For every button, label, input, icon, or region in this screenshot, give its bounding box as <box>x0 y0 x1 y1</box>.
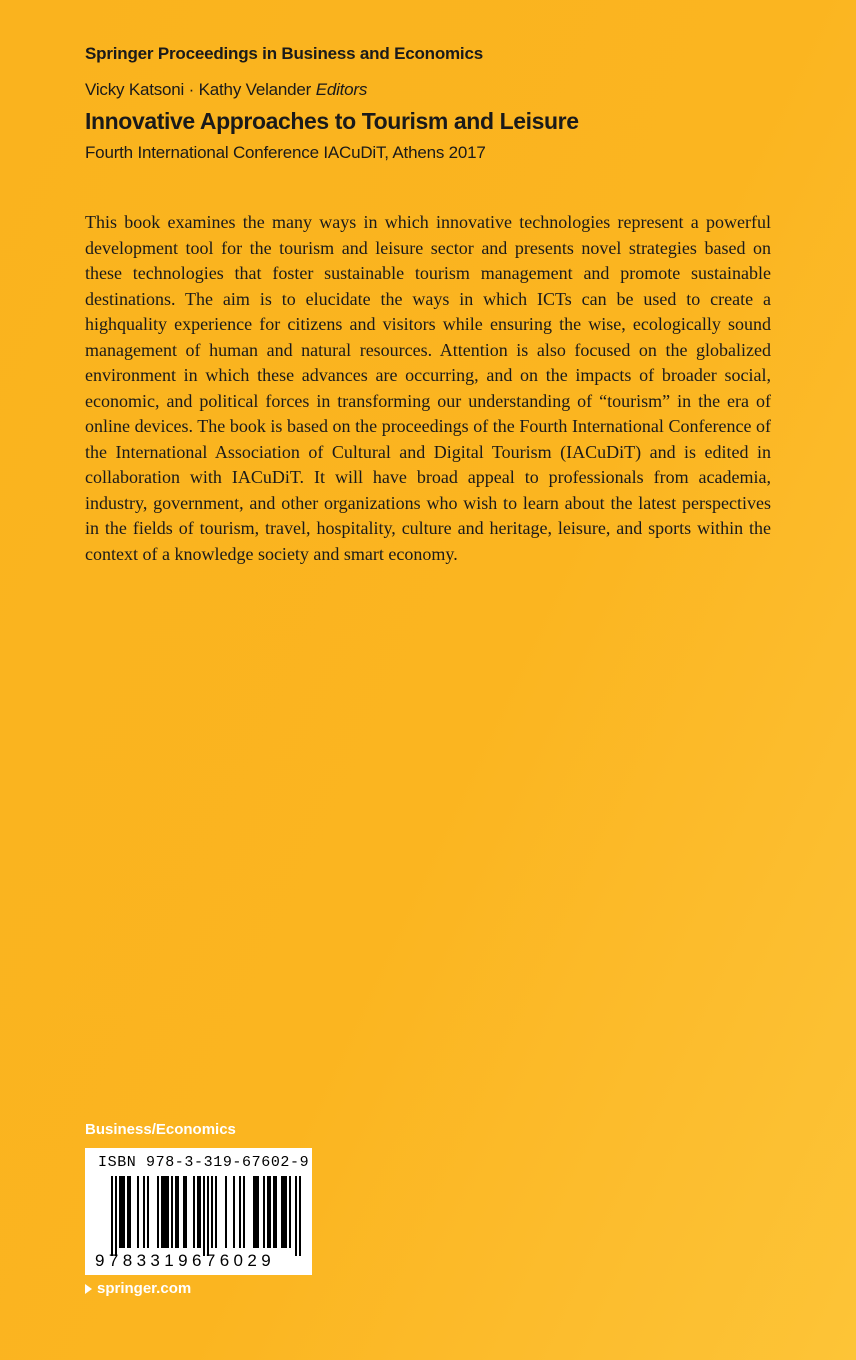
website-label: springer.com <box>97 1280 192 1297</box>
barcode-bar <box>215 1176 217 1248</box>
barcode-bar <box>269 1176 271 1248</box>
barcode-bar <box>157 1176 159 1248</box>
barcode-bar <box>165 1176 167 1248</box>
barcode-bar <box>211 1176 213 1248</box>
barcode-bar <box>255 1176 257 1248</box>
barcode-bar <box>111 1176 113 1256</box>
barcode-bar <box>115 1176 117 1256</box>
barcode-bar <box>137 1176 139 1248</box>
barcode-bar <box>257 1176 259 1248</box>
barcode-bar <box>289 1176 291 1248</box>
website-link[interactable] <box>85 1280 191 1297</box>
editors-role: Editors <box>315 80 368 99</box>
subject-category: Business/Economics <box>85 1121 236 1138</box>
book-description: This book examines the many ways in which innovative technologies represent a powerful development tool for the tourism and leisure sector and presents novel strategies based on these technologies that foster sustainable tourism management and promote sustainable destinations. The aim is to elucidate the ways in which ICTs can be used to create a highquality experience for citizens and visitors while ensuring the wise, ecologically sound management of human and natural resources. Attention is also focused on the globalized environment in which these advances are occurring, and on the impacts of broader social, economic, and political forces in transforming our understanding of “tourism” in the era of online devices. The book is based on the proceedings of the Fourth International Conference of the International Association of Cultural and Digital Tourism (IACuDiT) and is edited in collaboration with IACuDiT. It will have broad appeal to professionals from academia, industry, government, and other organizations who wish to learn about the latest perspectives in the fields of tourism, travel, hospitality, culture and heritage, leisure, and sports within the context of a knowledge society and smart economy. <box>85 212 771 564</box>
barcode-bar <box>243 1176 245 1248</box>
barcode-bar <box>129 1176 131 1248</box>
barcode-bar <box>185 1176 187 1248</box>
isbn-barcode <box>85 1148 312 1275</box>
barcode-bar <box>163 1176 165 1248</box>
barcode-bar <box>207 1176 209 1256</box>
arrow-right-icon <box>85 1284 92 1294</box>
editors-line <box>85 80 367 100</box>
barcode-bar <box>177 1176 179 1248</box>
barcode-bar <box>183 1176 185 1248</box>
barcode-bar <box>275 1176 277 1248</box>
barcode-bar <box>197 1176 199 1248</box>
barcode-bar <box>171 1176 173 1248</box>
barcode-bar <box>239 1176 241 1248</box>
isbn-label: ISBN 978-3-319-67602-9 <box>98 1154 310 1171</box>
barcode-bar <box>285 1176 287 1248</box>
barcode-bar <box>121 1176 123 1248</box>
barcode-bar <box>127 1176 129 1248</box>
barcode-bar <box>225 1176 227 1248</box>
barcode-bar <box>263 1176 265 1248</box>
barcode-bar <box>123 1176 125 1248</box>
barcode-bar <box>161 1176 163 1248</box>
barcode-bar <box>203 1176 205 1256</box>
barcode-bar <box>295 1176 297 1256</box>
barcode-bar <box>199 1176 201 1248</box>
barcode-bar <box>175 1176 177 1248</box>
book-title: Innovative Approaches to Tourism and Leisure <box>85 108 579 134</box>
barcode-bar <box>267 1176 269 1248</box>
barcode-bar <box>283 1176 285 1248</box>
barcode-bar <box>299 1176 301 1256</box>
ean-digits: 9783319676029 <box>95 1251 276 1270</box>
book-subtitle: Fourth International Conference IACuDiT, Athens 2017 <box>85 143 486 162</box>
barcode-bar <box>147 1176 149 1248</box>
barcode-bar <box>143 1176 145 1248</box>
barcode-bar <box>273 1176 275 1248</box>
editor-names: Vicky Katsoni · Kathy Velander <box>85 80 312 99</box>
barcode-bar <box>193 1176 195 1248</box>
barcode-bar <box>281 1176 283 1248</box>
series-title: Springer Proceedings in Business and Economics <box>85 44 483 63</box>
barcode-bar <box>167 1176 169 1248</box>
barcode-bar <box>119 1176 121 1248</box>
barcode-bar <box>253 1176 255 1248</box>
barcode-bar <box>233 1176 235 1248</box>
